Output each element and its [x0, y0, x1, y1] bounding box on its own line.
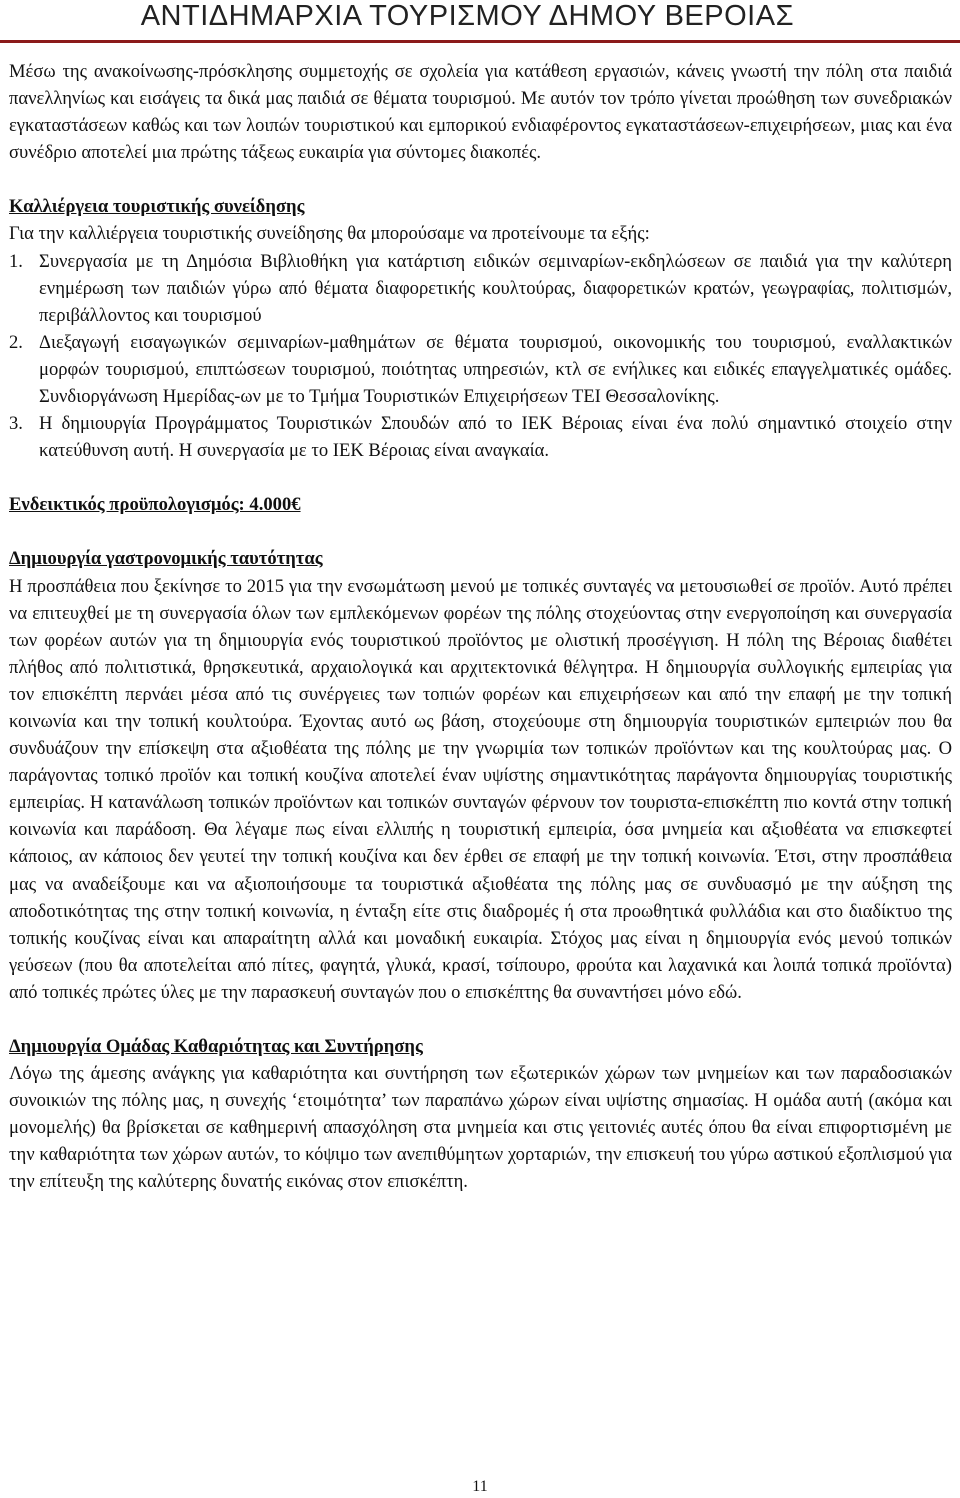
intro-paragraph: Μέσω της ανακοίνωσης-πρόσκλησης συμμετοχής σε σχολεία για κατάθεση εργασιών, κάνεις γνωστή την πόλη στα παιδιά πανελληνίως και εισάγεις τα δικά μας παιδιά σε θέματα τουρισμού. Με αυτόν τον τρόπο γίνεται προώθηση των συνεδριακών εγκαταστάσεων καθώς και των λοιπών τουριστικού και εμπορικού ενδιαφέροντος εγκαταστάσεων-επιχειρήσεων, μιας και ένα συνέδριο αποτελεί μια πρώτης τάξεως ευκαιρία για σύντομες διακοπές.	[9, 61, 952, 164]
page-header	[0, 0, 960, 43]
list-item-text: Διεξαγωγή εισαγωγικών σεμιναρίων-μαθημάτων σε θέματα τουρισμού, οικονομικής του τουρισμού, εναλλακτικών μορφών τουρισμού, επιπτώσεων τουρισμού, ποιότητας υπηρεσιών, κτλ σε ενήλικες και ειδικές επαγγελματικές ομάδες. Συνδιοργάνωση Ημερίδας-ων με το Τμήμα Τουριστικών Επιχειρήσεων ΤΕΙ Θεσσαλονίκης.	[39, 331, 952, 408]
list-item	[9, 248, 952, 329]
list-item-text: Η δημιουργία Προγράμματος Τουριστικών Σπουδών από το ΙΕΚ Βέροιας είναι ένα πολύ σημαντικό στοιχείο στην κατεύθυνση αυτή. Η συνεργασία με το ΙΕΚ Βέροιας είναι αναγκαία.	[39, 413, 952, 462]
budget-label	[9, 491, 952, 518]
list-item	[9, 329, 952, 410]
list-item-text: Συνεργασία με τη Δημόσια Βιβλιοθήκη για κατάρτιση ειδικών σεμιναρίων-εκδηλώσεων σε παιδιά για την καλύτερη ενημέρωση των παιδιών γύρω από θέματα διαφορετικής κουλτούρας, διαφορετικών κρατών, γεωγραφίας, πολιτισμών, περιβάλλοντος και τουρισμού	[39, 250, 952, 326]
cleaning-heading: Δημιουργία Ομάδας Καθαριότητας και Συντήρησης	[9, 1036, 423, 1057]
awareness-intro: Για την καλλιέργεια τουριστικής συνείδησης θα μπορούσαμε να προτείνουμε τα εξής:	[9, 223, 650, 245]
page-number: 11	[472, 1478, 488, 1495]
cleaning-paragraph: Λόγω της άμεσης ανάγκης για καθαριότητα και συντήρηση των εξωτερικών χώρων των μνημείων και των παραδοσιακών συνοικιών της πόλης μας, η συνεχής ‘ετοιμότητα’ των παραπάνω χώρων είναι υψίστης σημασίας. Η ομάδα αυτή (ακόμα και μονομελής) θα βρίσκεται σε καθημερινή απασχόληση στα μνημεία και στις γειτονιές αυτές όπου θα είναι επιφορτισμένη με την καθαριότητα των χώρων αυτών, το κόψιμο των ανεπιθύμητων χορταριών, την επισκευή του γύρω αστικού εξοπλισμού για την επίτευξη της καλύτερης δυνατής εικόνας στον επισκέπτη.	[9, 1063, 952, 1193]
gastronomy-heading: Δημιουργία γαστρονομικής ταυτότητας	[9, 548, 323, 570]
budget-text: Ενδεικτικός προϋπολογισμός: 4.000€	[9, 494, 301, 516]
awareness-heading: Καλλιέργεια τουριστικής συνείδησης	[9, 196, 305, 218]
header-title: ΑΝΤΙΔΗΜΑΡΧΙΑ ΤΟΥΡΙΣΜΟΥ ΔΗΜΟΥ ΒΕΡΟΙΑΣ	[140, 0, 794, 32]
list-item	[9, 410, 952, 464]
list-item-number: 3.	[9, 413, 23, 435]
gastronomy-paragraph: Η προσπάθεια που ξεκίνησε το 2015 για την ενσωμάτωση μενού με τοπικές συνταγές να μετουσιωθεί σε προϊόν. Αυτό πρέπει να επιτευχθεί με τη συνεργασία όλων των εμπλεκόμενων φορέων της πόλης στοχεύοντας στην ενεργοποίηση και συνεργασία των φορέων αυτών για τη δημιουργία ενός τουριστικού προϊόντος με ολιστική προσέγγιση. Η πόλη της Βέροιας διαθέτει πλήθος από πολιτιστικά, θρησκευτικά, αρχαιολογικά και αρχιτεκτονικά θέλγητρα. Η δημιουργία συλλογικής εμπειρίας για τον επισκέπτη περνάει μέσα από τις συνέργειες των τοπιών φορέων και επιχειρήσεων και από την επαφή με την τοπική κοινωνία και την τοπική κουλτούρα. Έχοντας αυτό ως βάση, στοχεύουμε στη δημιουργία τουριστικών εμπειριών που θα συνδυάζουν την επίσκεψη στα αξιοθέατα της πόλης με την γνωριμία των τοπικών προϊόντων και της κουλτούρας μας. Ο παράγοντας τοπικό προϊόν και τοπική κουζίνα αποτελεί έναν υψίστης σημαντικότητας παράγοντα δημιουργίας τουριστικής εμπειρίας. Η κατανάλωση τοπικών προϊόντων και τοπικών συνταγών φέρνουν τον τουριστα-επισκέπτη πιο κοντά στην τοπική κοινωνία και παράδοση. Θα λέγαμε πως είναι ελλιπής η τουριστική εμπειρία, όσα μνημεία και αξιοθέατα να επισκεφτεί κάποιος, αν κάποιος δεν γευτεί την τοπική κουζίνα και δεν έρθει σε επαφή με την τοπική κοινωνία. Έτσι, στην προσπάθεια μας να αναδείξουμε και να αξιοποιήσουμε τα τουριστικά αξιοθέατα της πόλης μας σε συνδυασμό με την αύξηση της αποδοτικότητας της στην τοπική κοινωνία, η ένταξη είτε στις διαδρομές ή στα προωθητικά φυλλάδια και στο διαδίκτυο της τοπικής κουζίνας είναι και απαραίτητη αλλά και μοναδική ευκαιρία. Στόχος μας είναι η δημιουργία ενός μενού τοπικών γεύσεων (που θα αποτελείται από πίτες, φαγητά, γλυκά, κρασί, τσίπουρο, φρούτα και λαχανικά και λοιπά τοπικά προϊόντα) από τοπικές πρώτες ύλες με την παρασκευή συνταγών που ο επισκέπτης θα συναντήσει μόνο εδώ.	[9, 575, 952, 1003]
list-item-number: 1.	[9, 250, 23, 272]
document-body	[9, 58, 952, 1196]
list-item-number: 2.	[9, 331, 23, 353]
